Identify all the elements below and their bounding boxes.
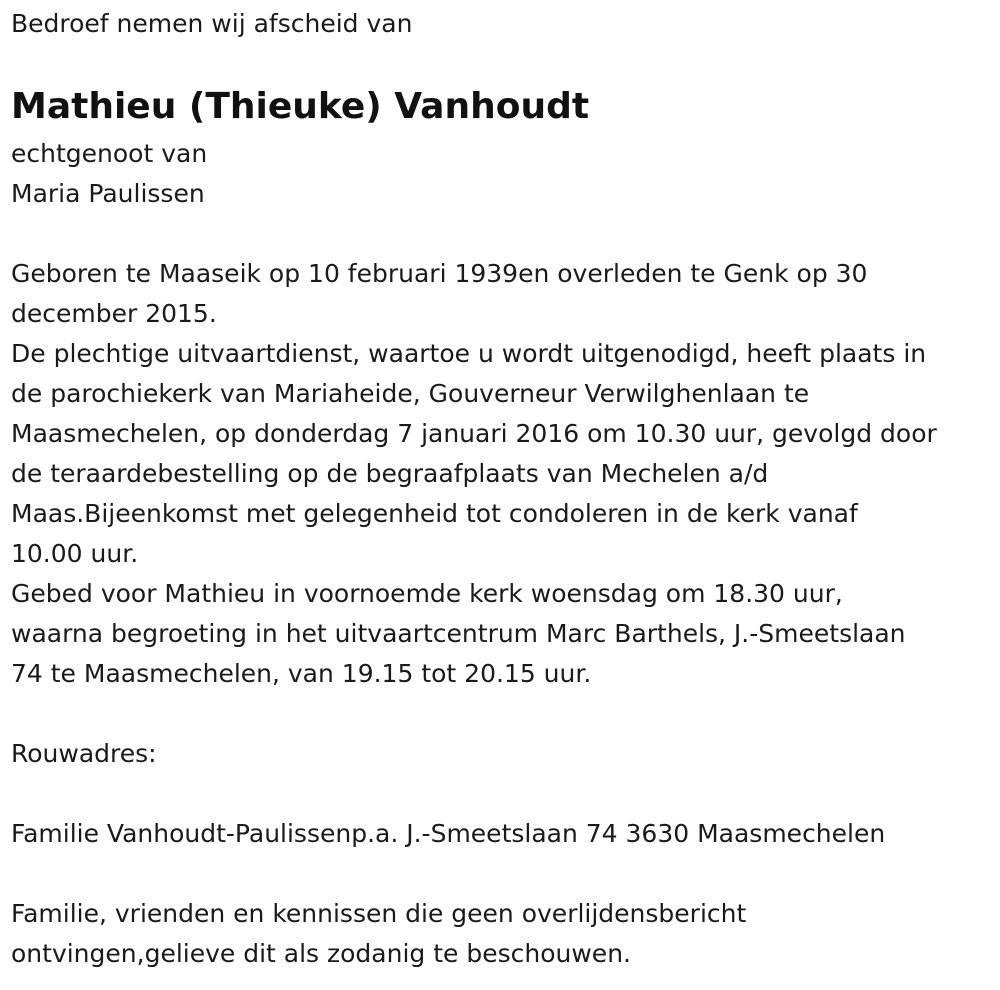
- details-line: de teraardebestelling op de begraafplaats van Mechelen a/d: [11, 459, 769, 488]
- closing-line: ontvingen,gelieve dit als zodanig te beschouwen.: [11, 939, 631, 968]
- details-line: De plechtige uitvaartdienst, waartoe u wordt uitgenodigd, heeft plaats in: [11, 339, 927, 368]
- spouse-name: Maria Paulissen: [11, 179, 205, 208]
- details-paragraph: [11, 254, 937, 694]
- closing-line: Familie, vrienden en kennissen die geen overlijdensbericht: [11, 899, 747, 928]
- details-line: Maasmechelen, op donderdag 7 januari 2016 om 10.30 uur, gevolgd door: [11, 419, 937, 448]
- intro-text: Bedroef nemen wij afscheid van: [11, 9, 413, 38]
- details-line: 74 te Maasmechelen, van 19.15 tot 20.15 uur.: [11, 659, 592, 688]
- details-line: waarna begroeting in het uitvaartcentrum Marc Barthels, J.-Smeetslaan: [11, 619, 906, 648]
- relation-block: [11, 134, 207, 214]
- closing-paragraph: [11, 894, 746, 974]
- deceased-name: Mathieu (Thieuke) Vanhoudt: [11, 86, 590, 127]
- rouwadres-address: Familie Vanhoudt-Paulissenp.a. J.-Smeetslaan 74 3630 Maasmechelen: [11, 819, 886, 848]
- rouwadres-label: Rouwadres:: [11, 739, 157, 768]
- details-line: Geboren te Maaseik op 10 februari 1939en overleden te Genk op 30: [11, 259, 868, 288]
- details-line: Gebed voor Mathieu in voornoemde kerk woensdag om 18.30 uur,: [11, 579, 843, 608]
- details-line: december 2015.: [11, 299, 217, 328]
- details-line: de parochiekerk van Mariaheide, Gouverneur Verwilghenlaan te: [11, 379, 810, 408]
- details-line: 10.00 uur.: [11, 539, 139, 568]
- relation-label: echtgenoot van: [11, 139, 208, 168]
- details-line: Maas.Bijeenkomst met gelegenheid tot condoleren in de kerk vanaf: [11, 499, 858, 528]
